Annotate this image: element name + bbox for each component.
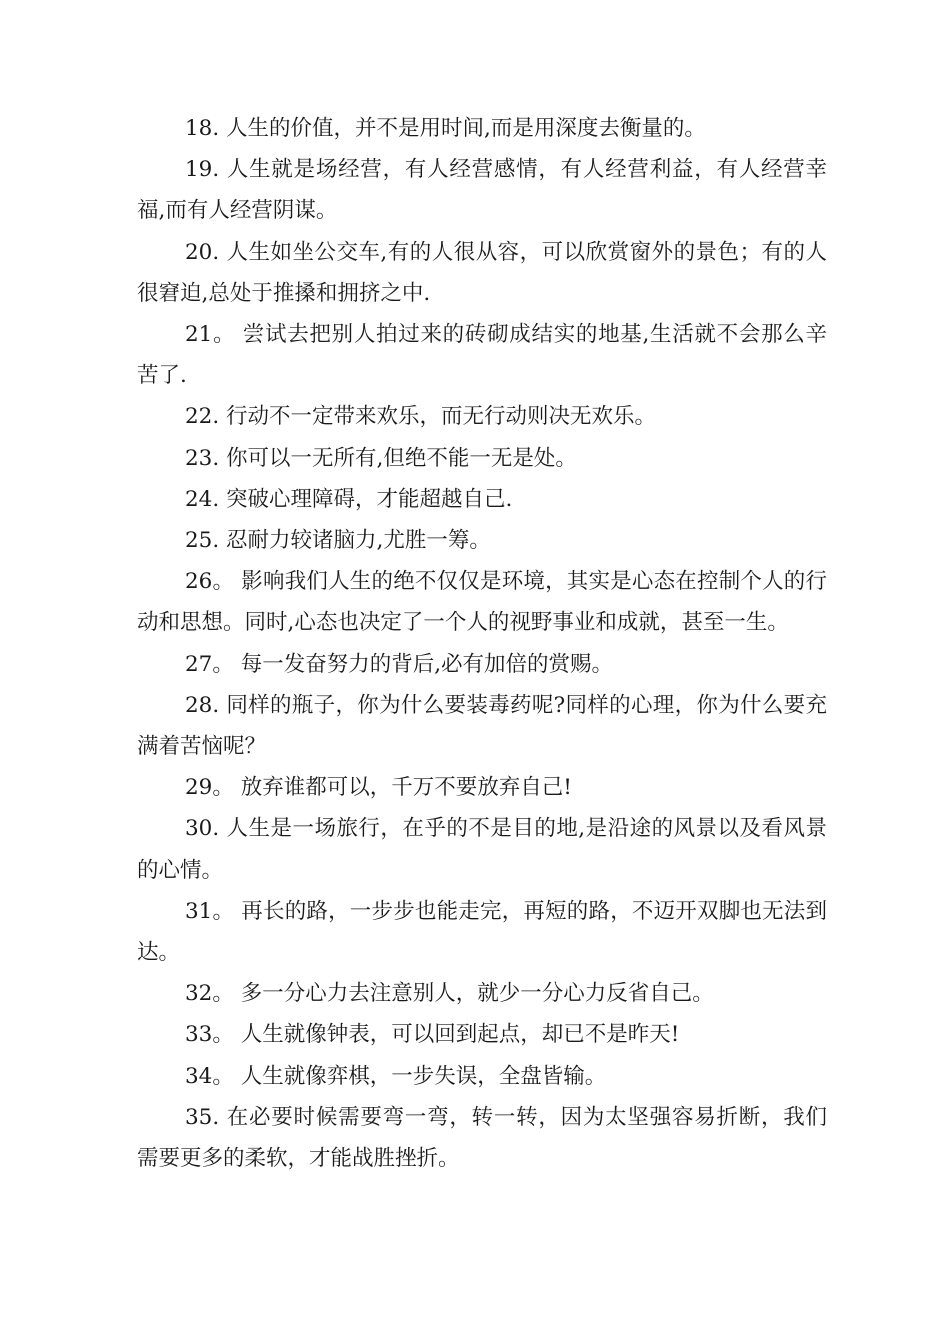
paragraph-28: 28. 同样的瓶子，你为什么要装毒药呢?同样的心理，你为什么要充满着苦恼呢？ [137, 692, 827, 760]
paragraph-24: 24. 突破心理障碍，才能超越自己. [185, 486, 513, 512]
paragraph-25: 25. 忍耐力较诸脑力,尤胜一筹。 [185, 528, 491, 554]
paragraph-30: 30. 人生是一场旅行，在乎的不是目的地,是沿途的风景以及看风景的心情。 [137, 816, 827, 883]
paragraph-29: 29。 放弃谁都可以，千万不要放弃自己! [185, 775, 572, 801]
paragraph-21: 21。 尝试去把别人拍过来的砖砌成结实的地基,生活就不会那么辛苦了. [137, 322, 827, 389]
paragraph-35: 35. 在必要时候需要弯一弯，转一转，因为太坚强容易折断，我们需要更多的柔软，才能战胜挫折。 [137, 1104, 827, 1172]
paragraph-33: 33。 人生就像钟表，可以回到起点，却已不是昨天! [185, 1022, 680, 1048]
paragraph-27: 27。 每一发奋努力的背后,必有加倍的赏赐。 [185, 651, 614, 677]
paragraph-23: 23. 你可以一无所有,但绝不能一无是处。 [185, 445, 577, 471]
paragraph-26: 26。 影响我们人生的绝不仅仅是环境，其实是心态在控制个人的行动和思想。同时,心态也决定了一个人的视野事业和成就，甚至一生。 [137, 569, 827, 636]
paragraph-20: 20. 人生如坐公交车,有的人很从容，可以欣赏窗外的景色；有的人很窘迫,总处于推搡和拥挤之中. [137, 239, 827, 306]
paragraph-31: 31。 再长的路，一步步也能走完，再短的路，不迈开双脚也无法到达。 [137, 898, 827, 966]
paragraph-22: 22. 行动不一定带来欢乐，而无行动则决无欢乐。 [185, 404, 657, 430]
paragraph-32: 32。 多一分心力去注意别人，就少一分心力反省自己。 [185, 981, 714, 1007]
paragraph-34: 34。 人生就像弈棋，一步失误，全盘皆输。 [185, 1063, 607, 1089]
paragraph-18: 18. 人生的价值，并不是用时间,而是用深度去衡量的。 [185, 116, 706, 141]
paragraph-19: 19. 人生就是场经营，有人经营感情，有人经营利益，有人经营幸福,而有人经营阴谋。 [137, 157, 827, 224]
document-body [137, 108, 827, 1179]
